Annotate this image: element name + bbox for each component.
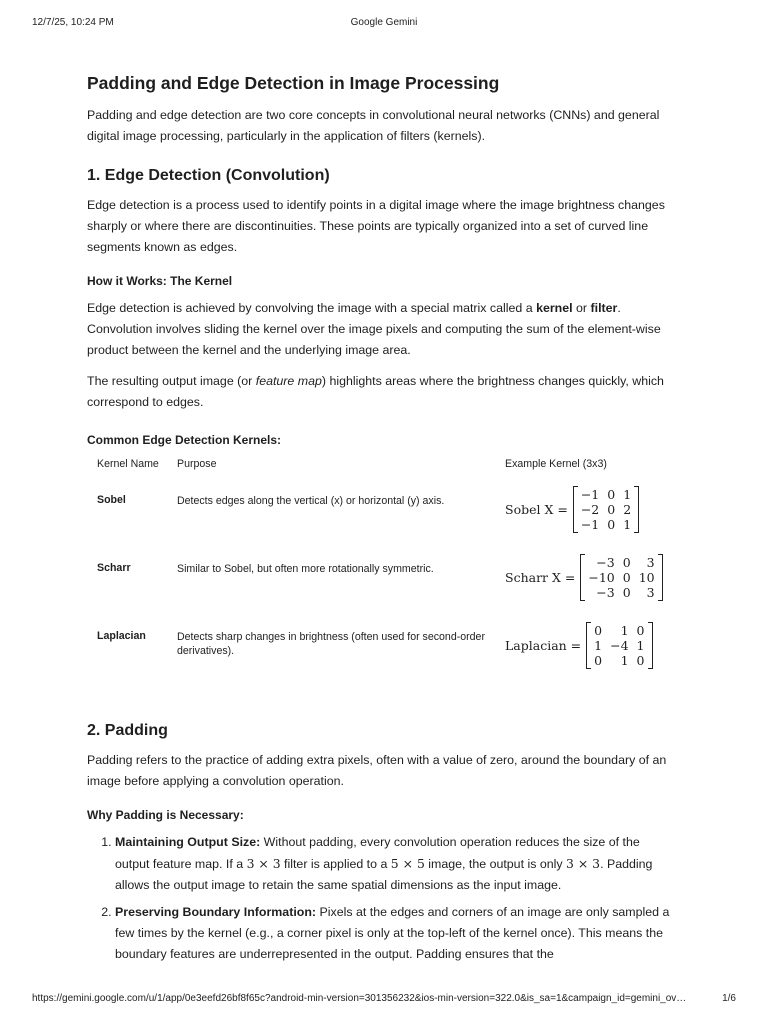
page-number: 1/6 (722, 993, 736, 1004)
matrix-cell: 2 (623, 502, 632, 517)
matrix-cell: −1 (580, 517, 600, 532)
matrix-cell: 0 (607, 502, 616, 517)
section2-heading: 2. Padding (87, 722, 168, 739)
intro-paragraph: Padding and edge detection are two core concepts in convolutional neural networks (CNNs) and general digital image processing, particularly in the application of filters (kernels). (87, 108, 660, 143)
matrix-label: Laplacian = (505, 638, 582, 653)
matrix-cell: −2 (580, 502, 600, 517)
kernel-name-cell: Sobel (97, 494, 126, 506)
matrix-cell: −3 (596, 555, 615, 570)
table-row (87, 630, 677, 698)
section2-paragraph: Padding refers to the practice of adding extra pixels, often with a value of zero, around the boundary of an image before applying a convolution operation. (87, 753, 667, 788)
padding-subheading: Why Padding is Necessary: (87, 808, 244, 822)
list-item-text: Without padding, every convolution operation reduces the size of the output feature map. If a (115, 835, 640, 871)
kernel-paragraph-or: or (572, 301, 591, 315)
math-expression: 5 × 5 (390, 856, 425, 871)
feature-map-text: The resulting output image (or (87, 374, 256, 388)
matrix-cell: 1 (620, 623, 629, 638)
section1-heading: 1. Edge Detection (Convolution) (87, 167, 330, 184)
list-item (115, 832, 677, 896)
kernel-name-cell: Scharr (97, 562, 131, 574)
section1-paragraph: Edge detection is a process used to identify points in a digital image where the image brightness changes sharply or where there are discontinuities. These points are typically organized into a set of curved line segments known as edges. (87, 198, 665, 254)
col-header-example: Example Kernel (3x3) (505, 458, 607, 470)
matrix-cell: 1 (623, 487, 632, 502)
document-content (87, 70, 677, 971)
kernel-paragraph-text-2: . Convolution involves sliding the kernel over the image pixels and computing the sum of the element-wise product between the kernel and the underlying image area. (87, 301, 661, 357)
kernel-term: kernel (536, 301, 573, 315)
matrix-cell: 0 (594, 653, 603, 668)
matrix-cell: −3 (596, 585, 615, 600)
matrix-cell: 1 (620, 653, 629, 668)
feature-map-term: feature map (255, 374, 322, 388)
print-header (32, 17, 736, 31)
print-footer (32, 993, 736, 1007)
list-item (115, 902, 677, 965)
list-item-text: filter is applied to a (280, 857, 391, 871)
kernel-purpose-cell: Detects edges along the vertical (x) or horizontal (y) axis. (177, 495, 445, 507)
matrix-cell: −4 (610, 638, 629, 653)
matrix-cell: −10 (588, 570, 615, 585)
feature-map-text-2: ) highlights areas where the brightness changes quickly, which correspond to edges. (87, 374, 664, 409)
list-item-text: image, the output is only (424, 857, 567, 871)
matrix-cell: 0 (636, 623, 645, 638)
matrix-cell: 0 (607, 487, 616, 502)
kernel-name-cell: Laplacian (97, 630, 146, 642)
matrix-cell: 1 (636, 638, 645, 653)
padding-reasons-list (87, 832, 677, 965)
kernel-subheading: How it Works: The Kernel (87, 274, 233, 288)
kernel-example-cell (495, 555, 677, 630)
filter-term: filter (590, 301, 618, 315)
list-item-title: Preserving Boundary Information: (115, 905, 317, 919)
kernels-table (87, 457, 677, 698)
kernel-matrix-expression (505, 486, 677, 533)
kernel-example-cell (495, 487, 677, 562)
list-item-text: . Padding allows the output image to retain the same spatial dimensions as the input image. (115, 857, 653, 892)
col-header-kernel-name: Kernel Name (97, 458, 159, 470)
matrix-cell: −1 (580, 487, 600, 502)
col-header-purpose: Purpose (177, 458, 217, 470)
feature-map-paragraph (87, 371, 677, 413)
math-expression: 3 × 3 (246, 856, 281, 871)
math-expression: 3 × 3 (566, 856, 601, 871)
matrix-label: Sobel X = (505, 502, 568, 517)
kernel-example-cell (495, 623, 677, 698)
kernel-paragraph-text: Edge detection is achieved by convolving the image with a special matrix called a (87, 301, 537, 315)
kernel-paragraph (87, 298, 677, 361)
kernel-matrix (573, 486, 639, 533)
kernel-matrix (580, 554, 662, 601)
matrix-cell: 0 (622, 555, 631, 570)
print-page-title: Google Gemini (350, 17, 418, 28)
document-title: Padding and Edge Detection in Image Processing (87, 73, 500, 93)
print-datetime: 12/7/25, 10:24 PM (32, 17, 114, 28)
matrix-cell: 0 (622, 570, 631, 585)
kernel-matrix (586, 622, 652, 669)
matrix-cell: 3 (646, 555, 655, 570)
matrix-label: Scharr X = (505, 570, 576, 585)
matrix-cell: 0 (622, 585, 631, 600)
matrix-cell: 10 (638, 570, 655, 585)
kernel-matrix-expression (505, 622, 677, 669)
kernels-subheading: Common Edge Detection Kernels: (87, 433, 282, 447)
print-url: https://gemini.google.com/u/1/app/0e3eefd26bf8f65c?android-min-version=301356232&ios-min-version=322.0&is_sa=1&campaign_id=gemini_ov… (32, 993, 687, 1004)
kernel-purpose-cell: Detects sharp changes in brightness (often used for second-order derivatives). (177, 631, 485, 657)
table-row (87, 562, 677, 630)
matrix-cell: 0 (594, 623, 603, 638)
kernel-matrix-expression (505, 554, 677, 601)
matrix-cell: 1 (594, 638, 603, 653)
kernel-purpose-cell: Similar to Sobel, but often more rotationally symmetric. (177, 563, 434, 575)
table-row (87, 494, 677, 562)
matrix-cell: 0 (607, 517, 616, 532)
list-item-text: Pixels at the edges and corners of an image are only sampled a few times by the kernel (e.g., a corner pixel is only at the top-left of the kernel once). This means the boundary features are underrepresented in the output. Padding ensures that the (115, 905, 670, 961)
matrix-cell: 3 (646, 585, 655, 600)
list-item-title: Maintaining Output Size: (115, 835, 261, 849)
matrix-cell: 1 (623, 517, 632, 532)
matrix-cell: 0 (636, 653, 645, 668)
